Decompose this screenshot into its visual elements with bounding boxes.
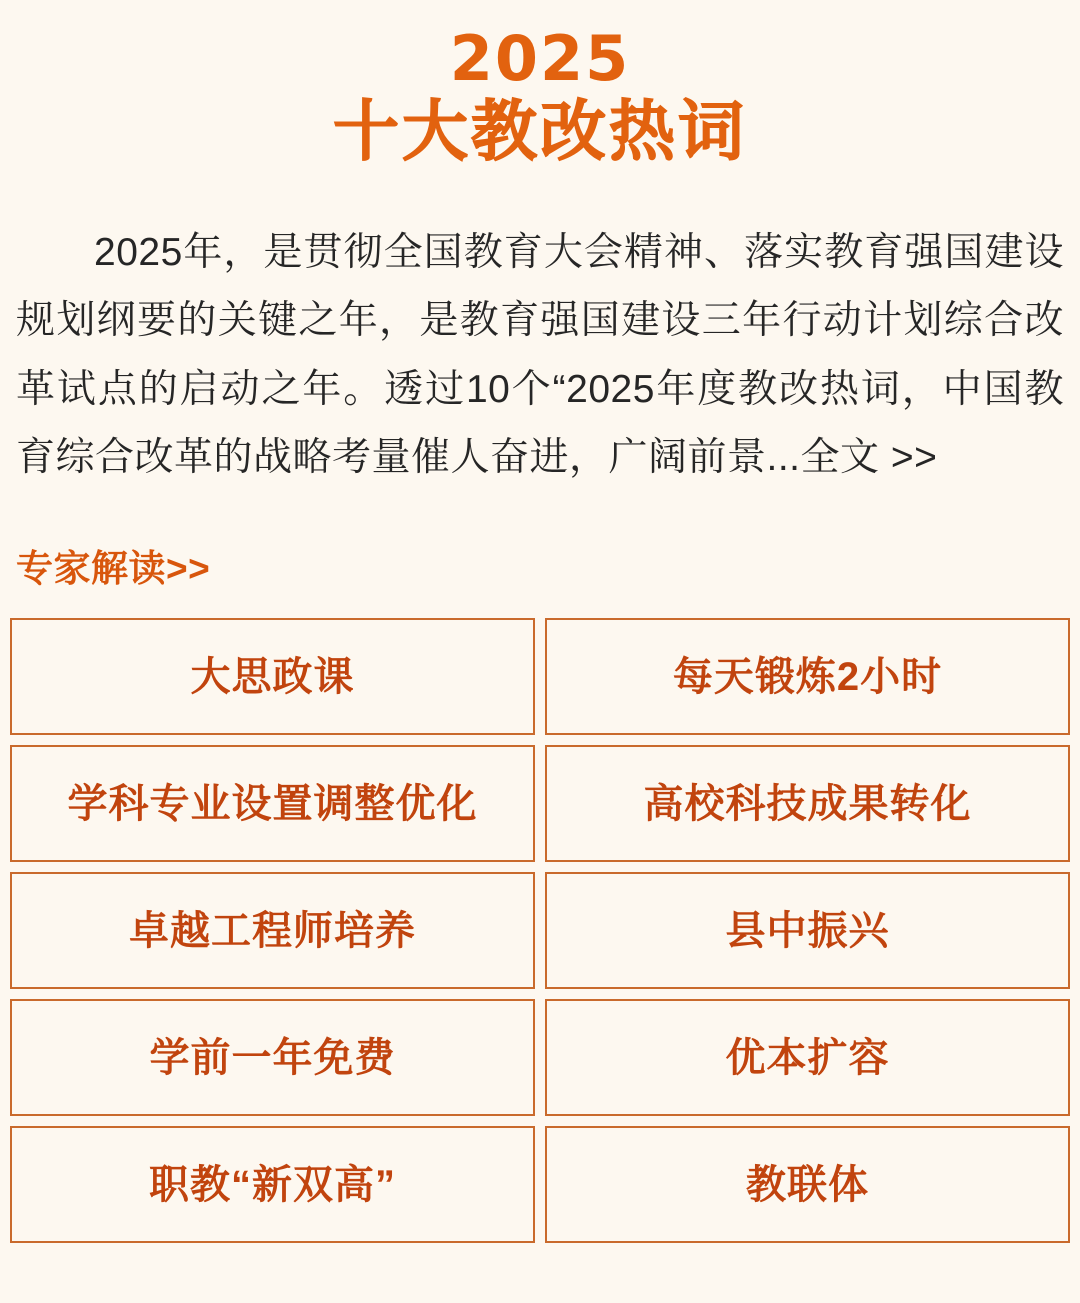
- keyword-label: 卓越工程师培养: [129, 908, 416, 953]
- intro-paragraph: [16, 219, 1064, 492]
- keyword-cell[interactable]: [10, 1126, 535, 1243]
- keyword-label: 学科专业设置调整优化: [67, 781, 478, 826]
- page-title: 十大教改热词: [333, 94, 747, 169]
- keyword-cell[interactable]: [10, 745, 535, 862]
- poster-year: 2025: [449, 22, 631, 95]
- intro-text: 2025年，是贯彻全国教育大会精神、落实教育强国建设规划纲要的关键之年，是教育强国建设三年行动计划综合改革试点的启动之年。透过10个“2025年度教改热词，中国教育综合改革的战略考量催人奋进，广阔前景...: [16, 231, 1064, 479]
- keyword-label: 教联体: [746, 1162, 869, 1207]
- poster-header: [6, 0, 1074, 169]
- keyword-label: 每天锻炼2小时: [672, 654, 943, 699]
- keyword-cell[interactable]: [545, 999, 1070, 1116]
- expert-analysis-link[interactable]: 专家解读>>: [16, 548, 211, 589]
- keyword-cell[interactable]: [545, 1126, 1070, 1243]
- keyword-label: 县中振兴: [725, 908, 890, 953]
- keyword-cell[interactable]: [10, 618, 535, 735]
- keyword-cell[interactable]: [545, 872, 1070, 989]
- keyword-cell[interactable]: [545, 618, 1070, 735]
- read-more-link[interactable]: 全文 >>: [800, 435, 938, 479]
- keyword-grid: [10, 618, 1070, 1243]
- keyword-label: 优本扩容: [725, 1035, 890, 1080]
- keyword-cell[interactable]: [545, 745, 1070, 862]
- keyword-cell[interactable]: [10, 999, 535, 1116]
- keyword-label: 高校科技成果转化: [643, 781, 972, 826]
- keyword-label: 职教“新双高”: [149, 1162, 396, 1207]
- keyword-label: 大思政课: [190, 654, 355, 699]
- keyword-cell[interactable]: [10, 872, 535, 989]
- keyword-label: 学前一年免费: [149, 1035, 396, 1080]
